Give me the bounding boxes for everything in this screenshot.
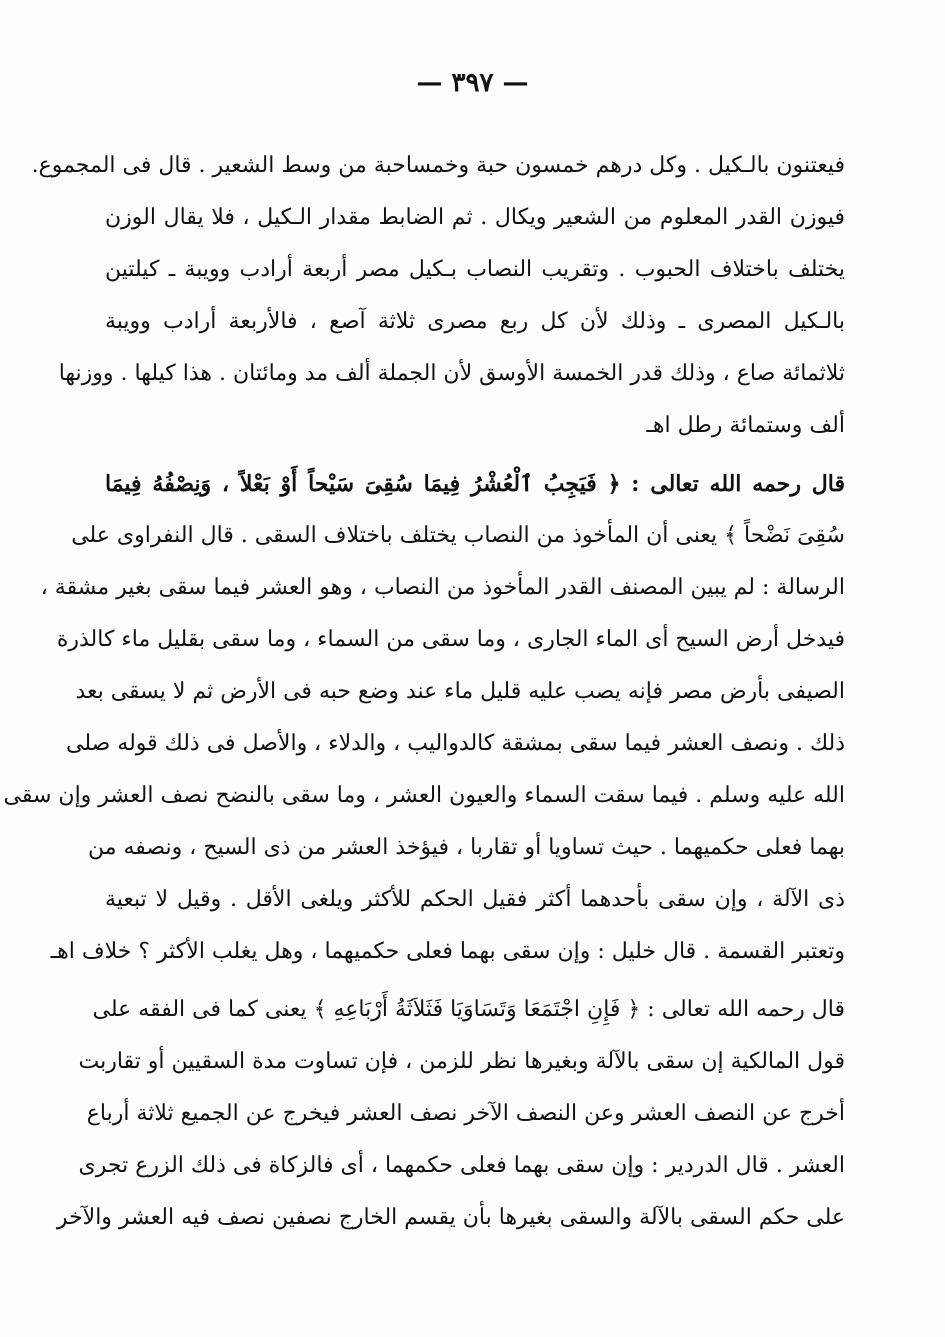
text-line: سُقِىَ نَضْحاً ﴾ يعنى أن المأخوذ من النصاب يختلف باختلاف السقى . قال النفراوى على [71, 523, 845, 548]
paragraph [56, 984, 845, 1244]
text-line: الصيفى بأرض مصر فإنه يصب عليه قليل ماء عند وضع حبه فى الأرض ثم لا يسقى بعد [75, 679, 845, 704]
body-text [3, 140, 845, 1244]
page-number: — ٣٩٧ — [416, 68, 529, 98]
text-line: فيعتنون بالـكيل . وكل درهم خمسون حبة وخمساحبة من وسط الشعير . قال فى المجموع. [31, 153, 845, 178]
text-line: يختلف باختلاف الحبوب . وتقريب النصاب بـكيل مصر أربعة أرادب وويبة ـ كيلتين [105, 257, 845, 282]
text-line: فيدخل أرض السيح أى الماء الجارى ، وما سقى من السماء ، وما سقى بقليل ماء كالذرة [56, 627, 845, 652]
text-line: ذى الآلة ، وإن سقى بأحدهما أكثر فقيل الحكم للأكثر ويلغى الأقل . وقيل لا تبعية [105, 887, 845, 912]
text-line: ذلك . ونصف العشر فيما سقى بمشقة كالدواليب ، والدلاء ، والأصل فى ذلك قوله صلى [66, 731, 845, 756]
text-line: بهما فعلى حكميهما . حيث تساويا أو تقاربا ، فيؤخذ العشر من ذى السيح ، ونصفه من [87, 835, 845, 860]
text-line: الله عليه وسلم . فيما سقت السماء والعيون العشر ، وما سقى بالنضح نصف العشر وإن سقى [3, 783, 845, 808]
text-line: ثلاثمائة صاع ، وذلك قدر الخمسة الأوسق لأن الجملة ألف مد ومائتان . هذا كيلها . ووزنها [58, 361, 845, 386]
text-line: أخرج عن النصف العشر وعن النصف الآخر نصف العشر فيخرج عن الجميع ثلاثة أرباع [86, 1101, 845, 1126]
text-line: وتعتبر القسمة . قال خليل : وإن سقى بهما فعلى حكميهما ، وهل يغلب الأكثر ؟ خلاف اهـ [50, 939, 845, 964]
text-line: على حكم السقى بالآلة والسقى بغيرها بأن يقسم الخارج نصفين نصف فيه العشر والآخر [56, 1205, 845, 1230]
text-line: العشر . قال الدردير : وإن سقى بهما فعلى حكمهما ، أى فالزكاة فى ذلك الزرع تجرى [78, 1153, 845, 1178]
paragraph [31, 140, 845, 452]
text-line: قال رحمه الله تعالى : ﴿ فَيَجِبُ ٱلْعُشْرُ فِيمَا سُقِىَ سَيْحاً أَوْ بَعْلاً ، وَنِصْفُهُ فِيمَا [105, 471, 845, 497]
text-line: فيوزن القدر المعلوم من الشعير ويكال . ثم الضابط مقدار الـكيل ، فلا يقال الوزن [105, 205, 845, 230]
text-line: ألف وستمائة رطل اهـ [646, 413, 845, 438]
text-line: قول المالكية إن سقى بالآلة وبغيرها نظر للزمن ، فإن تساوت مدة السقيين أو تقاربت [78, 1049, 845, 1074]
text-line: قال رحمه الله تعالى : ﴿ فَإِنِ اجْتَمَعَا وَتَسَاوَيَا فَثَلاَثَةُ أَرْبَاعِهِ ﴾ يعنى كما فى الفقه على [92, 997, 845, 1022]
paragraph [3, 458, 845, 978]
text-line: الرسالة : لم يبين المصنف القدر المأخوذ من النصاب ، وهو العشر فيما سقى بغير مشقة ، [40, 575, 845, 600]
text-line: بالـكيل المصرى ـ وذلك لأن كل ربع مصرى ثلاثة آصع ، فالأربعة أرادب وويبة [105, 309, 845, 334]
